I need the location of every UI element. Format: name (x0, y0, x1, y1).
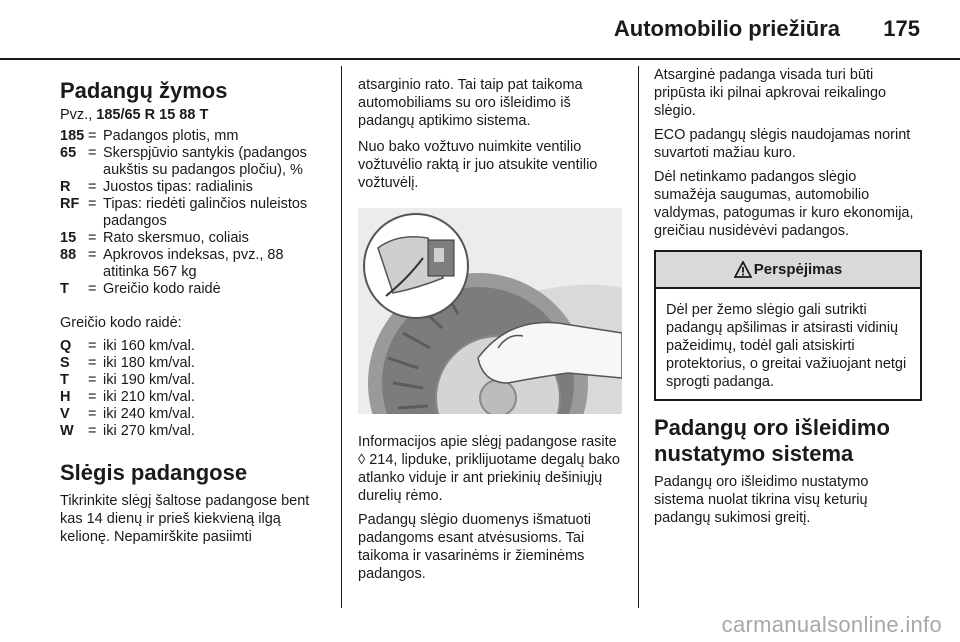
definition-row (60, 389, 332, 406)
equals-sign: = (88, 406, 97, 422)
fuel-flap-valve-key-illustration (358, 208, 622, 414)
column-1 (60, 66, 332, 546)
definition-key: T (60, 281, 69, 297)
definition-value: Skerspjūvio santykis (padangos aukštis su padangos pločiu), % (103, 145, 307, 178)
definition-key: W (60, 423, 74, 439)
column-divider-left (341, 66, 342, 608)
equals-sign: = (88, 423, 97, 439)
equals-sign: = (88, 372, 97, 388)
definition-row (60, 423, 332, 440)
col3-paragraph-2: ECO padangų slėgis naudojamas norint suvartoti mažiau kuro. (654, 127, 911, 161)
col2-paragraph-3: Informacijos apie slėgį padangose rasite ◊ 214, lipduke, priklijuotame degalų bako atlanko viduje ir ant priekinių dešiniųjų durelių rėmo. (358, 434, 620, 504)
equals-sign: = (88, 230, 97, 246)
definition-key: 88 (60, 247, 77, 263)
definition-value: Padangos plotis, mm (103, 128, 239, 144)
equals-sign: = (88, 281, 97, 297)
equals-sign: = (88, 128, 97, 144)
col2-paragraph-1: atsarginio rato. Tai taip pat taikoma automobiliams su oro išleidimo iš padangų aptikimo sistema. (358, 77, 583, 129)
tire-pressure-paragraph: Tikrinkite slėgį šaltose padangose bent kas 14 dienų ir prieš kiekvieną ilgą kelionę. Nepamirškite pasiimti (60, 493, 310, 545)
header-title: Automobilio priežiūra (613, 16, 840, 41)
definition-value: iki 180 km/val. (103, 355, 195, 371)
definition-row (60, 338, 332, 355)
definition-value: iki 160 km/val. (103, 338, 195, 354)
warning-title: Perspėjimas (753, 261, 843, 278)
watermark: carmanualsonline.info (721, 612, 942, 637)
page-header (0, 0, 960, 60)
definition-key: S (60, 355, 70, 371)
warning-text: Dėl per žemo slėgio gali sutrikti padangų apšilimas ir atsirasti vidinių pažeidimų, todėl gali atsiskirti protektorius, o greitai važiuojant netgi sprogti padanga. (666, 302, 907, 390)
column-2 (358, 66, 624, 583)
equals-sign: = (88, 338, 97, 354)
definition-row (60, 179, 332, 196)
equals-sign: = (88, 389, 97, 405)
warning-triangle-icon (734, 261, 752, 278)
column-3 (654, 66, 922, 527)
definition-key: T (60, 372, 69, 388)
example-code: 185/65 R 15 88 T (96, 107, 209, 123)
heading-tire-markings: Padangų žymos (60, 78, 228, 103)
tire-code-definitions (60, 128, 332, 298)
definition-row (60, 247, 332, 281)
equals-sign: = (88, 179, 97, 195)
definition-key: 65 (60, 145, 77, 161)
definition-row (60, 128, 332, 145)
equals-sign: = (88, 247, 97, 263)
column-divider-right (638, 66, 639, 608)
definition-key: H (60, 389, 71, 405)
definition-value: Apkrovos indeksas, pvz., 88 atitinka 567 kg (103, 247, 284, 280)
col2-paragraph-2: Nuo bako vožtuvo nuimkite ventilio vožtuvėlio raktą ir juo atsukite ventilio vožtuvėlį. (358, 139, 598, 191)
heading-deflation-detection: Padangų oro išleidimo nustatymo sistema (654, 415, 890, 466)
definition-row (60, 372, 332, 389)
example-prefix: Pvz., (60, 107, 93, 123)
definition-key: R (60, 179, 71, 195)
definition-row (60, 145, 332, 179)
page-number: 175 (883, 16, 920, 41)
example-line (60, 106, 332, 124)
definition-value: Greičio kodo raidė (103, 281, 221, 297)
definition-key: Q (60, 338, 72, 354)
col3-paragraph-4: Padangų oro išleidimo nustatymo sistema nuolat tikrina visų keturių padangų sukimosi greitį. (654, 474, 869, 526)
definition-row (60, 196, 332, 230)
definition-value: iki 210 km/val. (103, 389, 195, 405)
definition-value: iki 240 km/val. (103, 406, 195, 422)
warning-box (654, 250, 922, 401)
definition-row (60, 406, 332, 423)
definition-key: 185 (60, 128, 85, 144)
definition-row (60, 230, 332, 247)
definition-value: iki 190 km/val. (103, 372, 195, 388)
heading-tire-pressure: Slėgis padangose (60, 460, 248, 485)
col2-paragraph-4: Padangų slėgio duomenys išmatuoti padangoms esant atvėsusioms. Tai taikoma ir vasarinėms ir žieminėms padangos. (358, 512, 591, 582)
col3-paragraph-3: Dėl netinkamo padangos slėgio sumažėja saugumas, automobilio valdymas, patogumas ir kuro ekonomija, greičiau nusidėvėvi padangos. (654, 169, 914, 239)
col3-paragraph-1: Atsarginė padanga visada turi būti pripūsta iki pilnai apkrovai reikalingo slėgio. (654, 67, 887, 119)
definition-value: Juostos tipas: radialinis (103, 179, 253, 195)
warning-header (656, 252, 920, 289)
speed-code-label: Greičio kodo raidė: (60, 315, 182, 331)
definition-value: Rato skersmuo, coliais (103, 230, 249, 246)
definition-key: RF (60, 196, 80, 212)
definition-key: V (60, 406, 70, 422)
equals-sign: = (88, 355, 97, 371)
speed-code-list (60, 338, 332, 440)
definition-row (60, 281, 332, 298)
equals-sign: = (88, 196, 97, 212)
definition-row (60, 355, 332, 372)
definition-key: 15 (60, 230, 77, 246)
equals-sign: = (88, 145, 97, 161)
definition-value: Tipas: riedėti galinčios nuleistos padangos (103, 196, 308, 229)
definition-value: iki 270 km/val. (103, 423, 195, 439)
